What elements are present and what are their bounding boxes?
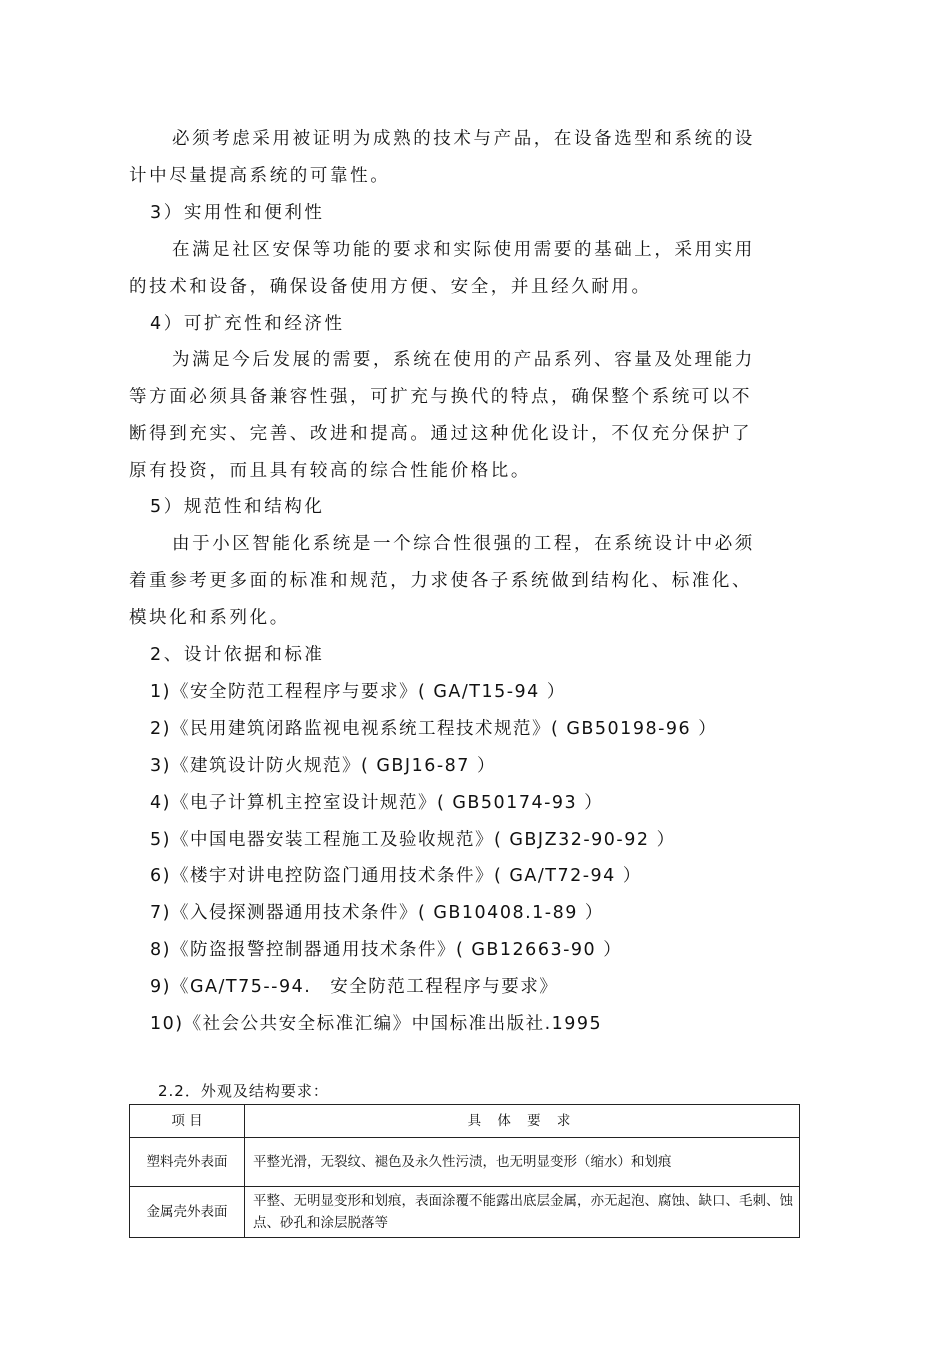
reference-item: 6)《楼宇对讲电控防盗门通用技术条件》( GA/T72-94 ） (150, 866, 642, 886)
reference-item: 3)《建筑设计防火规范》( GBJ16-87 ） (150, 756, 496, 776)
table-cell-item: 金属壳外表面 (130, 1187, 245, 1238)
reference-item: 10)《社会公共安全标准汇编》中国标准出版社.1995 (150, 1014, 603, 1034)
paragraph-line: 为满足今后发展的需要，系统在使用的产品系列、容量及处理能力 (172, 350, 755, 370)
section-heading: 2、设计依据和标准 (150, 645, 325, 665)
subheading: 5）规范性和结构化 (150, 497, 325, 517)
reference-item: 2)《民用建筑闭路监视电视系统工程技术规范》( GB50198-96 ） (150, 719, 718, 739)
table-cell-item: 塑料壳外表面 (130, 1138, 245, 1187)
reference-item: 5)《中国电器安装工程施工及验收规范》( GBJZ32-90-92 ） (150, 830, 676, 850)
reference-item: 9)《GA/T75--94. 安全防范工程程序与要求》 (150, 977, 559, 997)
table-row (130, 1187, 800, 1238)
subheading: 3）实用性和便利性 (150, 203, 325, 223)
reference-item: 4)《电子计算机主控室设计规范》( GB50174-93 ） (150, 793, 604, 813)
paragraph-line: 模块化和系列化。 (129, 608, 290, 628)
column-header-requirement: 具 体 要 求 (245, 1105, 800, 1138)
paragraph-line: 着重参考更多面的标准和规范，力求使各子系统做到结构化、标准化、 (129, 571, 753, 591)
column-header-item: 项 目 (130, 1105, 245, 1138)
table-cell-requirement: 平整光滑，无裂纹、褪色及永久性污渍，也无明显变形（缩水）和划痕 (245, 1138, 800, 1187)
reference-item: 7)《入侵探测器通用技术条件》( GB10408.1-89 ） (150, 903, 604, 923)
subheading: 4）可扩充性和经济性 (150, 314, 345, 334)
table-cell-requirement: 平整、无明显变形和划痕，表面涂覆不能露出底层金属，亦无起泡、腐蚀、缺口、毛刺、蚀点、砂孔和涂层脱落等 (245, 1187, 800, 1238)
paragraph-line: 在满足社区安保等功能的要求和实际使用需要的基础上，采用实用 (172, 240, 755, 260)
paragraph-line: 必须考虑采用被证明为成熟的技术与产品，在设备选型和系统的设 (172, 129, 755, 149)
reference-item: 1)《安全防范工程程序与要求》( GA/T15-94 ） (150, 682, 566, 702)
paragraph-line: 由于小区智能化系统是一个综合性很强的工程，在系统设计中必须 (172, 534, 755, 554)
reference-item: 8)《防盗报警控制器通用技术条件》( GB12663-90 ） (150, 940, 623, 960)
paragraph-line: 计中尽量提高系统的可靠性。 (129, 166, 391, 186)
paragraph-line: 断得到充实、完善、改进和提高。通过这种优化设计，不仅充分保护了 (129, 424, 753, 444)
section-title: 2.2．外观及结构要求： (158, 1082, 329, 1100)
paragraph-line: 原有投资，而且具有较高的综合性能价格比。 (129, 461, 531, 481)
requirements-table (129, 1104, 800, 1238)
paragraph-line: 等方面必须具备兼容性强，可扩充与换代的特点，确保整个系统可以不 (129, 387, 753, 407)
paragraph-line: 的技术和设备，确保设备使用方便、安全，并且经久耐用。 (129, 277, 652, 297)
table-row (130, 1138, 800, 1187)
table-header-row (130, 1105, 800, 1138)
